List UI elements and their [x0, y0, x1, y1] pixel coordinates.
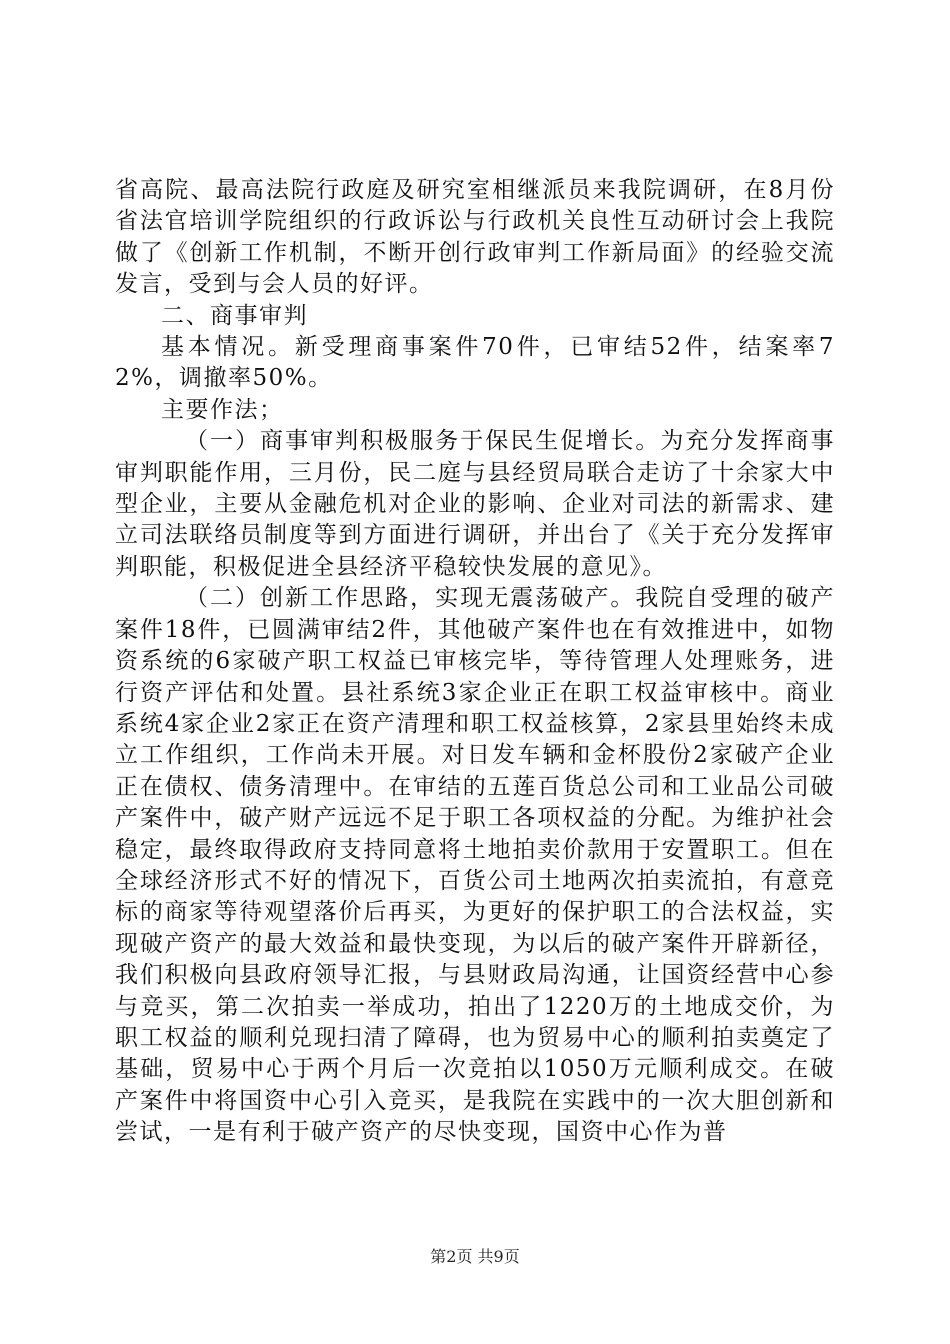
page-footer: [0, 1247, 950, 1267]
paragraph-main-practice: 主要作法；: [161, 396, 284, 423]
paragraph-basic-situation: 基本情况。新受理商事案件70件，已审结52件，结案率72%，调撤率50%。: [115, 334, 835, 392]
document-body: [115, 175, 835, 1149]
page-number: 第2页 共9页: [430, 1247, 520, 1266]
section-heading-commercial-trial: 二、商事审判: [161, 302, 308, 329]
paragraph-continuation: 省高院、最高法院行政庭及研究室相继派员来我院调研，在8月份省法官培训学院组织的行政诉讼与行政机关良性互动研讨会上我院做了《创新工作机制，不断开创行政审判工作新局面》的经验交流发言，受到与会人员的好评。: [115, 177, 835, 298]
paragraph-item-one: （一）商事审判积极服务于保民生促增长。为充分发挥商事审判职能作用，三月份，民二庭与县经贸局联合走访了十余家大中型企业，主要从金融危机对企业的影响、企业对司法的新需求、建立司法联络员制度等到方面进行调研，并出台了《关于充分发挥审判职能，积极促进全县经济平稳较快发展的意见》。: [115, 428, 835, 580]
paragraph-item-two: （二）创新工作思路，实现无震荡破产。我院自受理的破产案件18件，已圆满审结2件，其他破产案件也在有效推进中，如物资系统的6家破产职工权益已审核完毕，等待管理人处理账务，进行资产评估和处置。县社系统3家企业正在职工权益审核中。商业系统4家企业2家正在资产清理和职工权益核算，2家县里始终未成立工作组织，工作尚未开展。对日发车辆和金杯股份2家破产企业正在债权、债务清理中。在审结的五莲百货总公司和工业品公司破产案件中，破产财产远远不足于职工各项权益的分配。为维护社会稳定，最终取得政府支持同意将土地拍卖价款用于安置职工。但在全球经济形式不好的情况下，百货公司土地两次拍卖流拍，有意竞标的商家等待观望落价后再买，为更好的保护职工的合法权益，实现破产资产的最大效益和最快变现，为以后的破产案件开辟新径，我们积极向县政府领导汇报，与县财政局沟通，让国资经营中心参与竞买，第二次拍卖一举成功，拍出了1220万的土地成交价，为职工权益的顺利兑现扫清了障碍，也为贸易中心的顺利拍卖奠定了基础，贸易中心于两个月后一次竞拍以1050万元顺利成交。在破产案件中将国资中心引入竞买，是我院在实践中的一次大胆创新和尝试，一是有利于破产资产的尽快变现，国资中心作为普: [115, 585, 835, 1146]
